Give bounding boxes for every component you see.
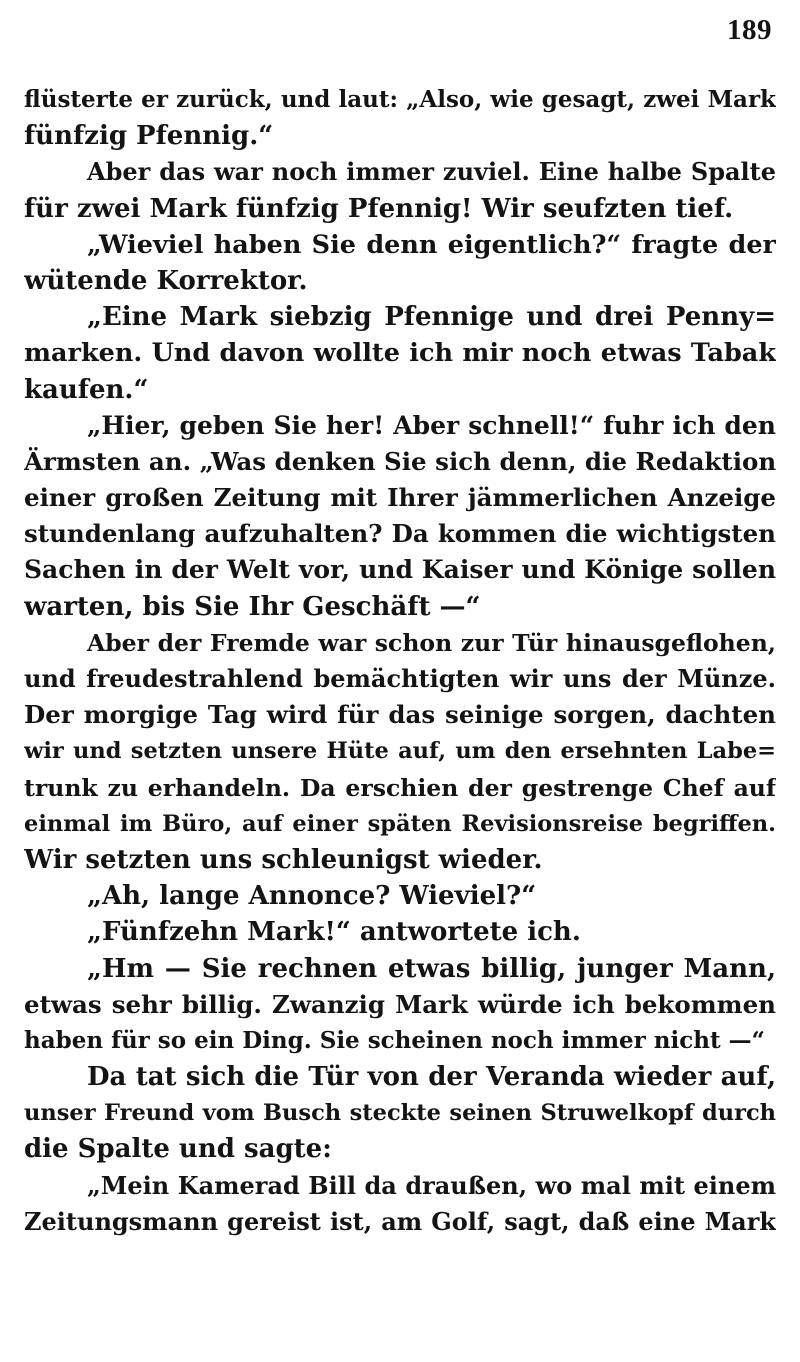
text-line: „Hier, geben Sie her! Aber schnell!“ fuhr ich den <box>87 410 776 440</box>
page-number: 189 <box>727 14 772 46</box>
text-line: Aber das war noch immer zuviel. Eine halbe Spalte <box>87 157 776 187</box>
text-line: „Wieviel haben Sie denn eigentlich?“ fragte der <box>87 229 776 260</box>
text-line: „Hm — Sie rechnen etwas billig, junger Mann, <box>87 953 776 984</box>
text-line: marken. Und davon wollte ich mir noch etwas Tabak <box>24 338 776 369</box>
text-line: kaufen.“ <box>24 374 149 405</box>
text-line: einer großen Zeitung mit Ihrer jämmerlichen Anzeige <box>24 483 776 513</box>
text-line: für zwei Mark fünfzig Pfennig! Wir seufzten tief. <box>24 193 734 224</box>
text-line: trunk zu erhandeln. Da erschien der gestrenge Chef auf <box>24 773 776 802</box>
text-line: „Ah, lange Annonce? Wieviel?“ <box>87 881 537 912</box>
text-line: Ärmsten an. „Was denken Sie sich denn, die Redaktion <box>24 446 776 476</box>
text-line: wütende Korrektor. <box>24 265 308 296</box>
text-line: Da tat sich die Tür von der Veranda wieder auf, <box>87 1062 776 1093</box>
text-line: „Fünfzehn Mark!“ antwortete ich. <box>87 917 581 948</box>
text-line: warten, bis Sie Ihr Geschäft —“ <box>24 591 481 622</box>
body-text <box>24 82 776 1240</box>
text-line: Aber der Fremde war schon zur Tür hinausgeflohen, <box>87 628 776 657</box>
text-line: und freudestrahlend bemächtigten wir uns der Münze. <box>24 664 776 693</box>
text-line: wir und setzten unsere Hüte auf, um den ersehnten Labe= <box>24 738 776 765</box>
text-line: „Eine Mark siebzig Pfennige und drei Penny= <box>87 302 776 333</box>
text-line: haben für so ein Ding. Sie scheinen noch immer nicht —“ <box>24 1026 765 1054</box>
text-line: etwas sehr billig. Zwanzig Mark würde ich bekommen <box>24 989 776 1019</box>
text-line: flüsterte er zurück, und laut: „Also, wie gesagt, zwei Mark <box>24 86 776 113</box>
text-line: fünfzig Pfennig.“ <box>24 121 274 152</box>
text-line: unser Freund vom Busch steckte seinen Struwelkopf durch <box>24 1100 776 1127</box>
text-line: einmal im Büro, auf einer späten Revisionsreise begriffen. <box>24 810 776 837</box>
text-line: Wir setzten uns schleunigst wieder. <box>24 844 543 875</box>
text-line: Zeitungsmann gereist ist, am Golf, sagt, daß eine Mark <box>24 1206 776 1236</box>
text-line: die Spalte und sagte: <box>24 1134 332 1165</box>
text-line: „Mein Kamerad Bill da draußen, wo mal mit einem <box>87 1170 776 1200</box>
text-line: Sachen in der Welt vor, und Kaiser und Könige sollen <box>24 555 776 585</box>
text-line: Der morgige Tag wird für das seinige sorgen, dachten <box>24 700 776 730</box>
text-line: stundenlang aufzuhalten? Da kommen die wichtigsten <box>24 519 776 549</box>
